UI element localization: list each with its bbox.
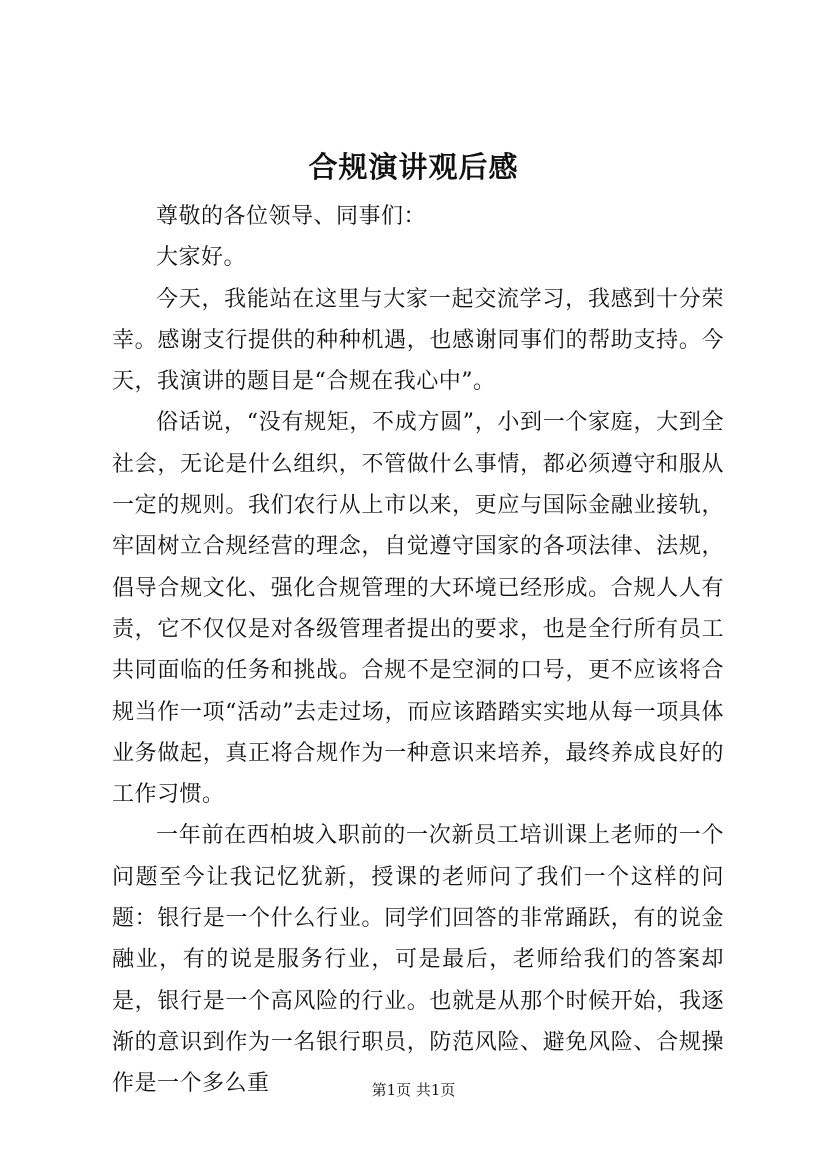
training-paragraph: 一年前在西柏坡入职前的一次新员工培训课上老师的一个问题至今让我记忆犹新，授课的老师问了我们一个这样的问题：银行是一个什么行业。同学们回答的非常踊跃，有的说金融业，有的说是服务行业，可是最后，老师给我们的答案却是，银行是一个高风险的行业。也就是从那个时候开始，我逐渐的意识到作为一名银行职员，防范风险、避免风险、合规操作是一个多么重: [112, 823, 724, 1097]
document-body: [112, 196, 724, 1105]
intro-paragraph: 今天，我能站在这里与大家一起交流学习，我感到十分荣幸。感谢支行提供的种种机遇，也感谢同事们的帮助支持。今天，我演讲的题目是“合规在我心中”。: [112, 286, 724, 395]
salutation-paragraph: 尊敬的各位领导、同事们：: [156, 204, 427, 229]
greeting-paragraph: 大家好。: [156, 245, 247, 271]
page-footer: 第1页 共1页: [371, 1081, 456, 1099]
compliance-paragraph: 俗话说，“没有规矩，不成方圆”，小到一个家庭，大到全社会，无论是什么组织，不管做什么事情，都必须遵守和服从一定的规则。我们农行从上市以来，更应与国际金融业接轨，牢固树立合规经营的理念，自觉遵守国家的各项法律、法规，倡导合规文化、强化合规管理的大环境已经形成。合规人人有责，它不仅仅是对各级管理者提出的要求，也是全行所有员工共同面临的任务和挑战。合规不是空洞的口号，更不应该将合规当作一项“活动”去走过场，而应该踏踏实实地从每一项具体业务做起，真正将合规作为一种意识来培养，最终养成良好的工作习惯。: [112, 410, 724, 808]
document-title: 合规演讲观后感: [308, 150, 519, 184]
